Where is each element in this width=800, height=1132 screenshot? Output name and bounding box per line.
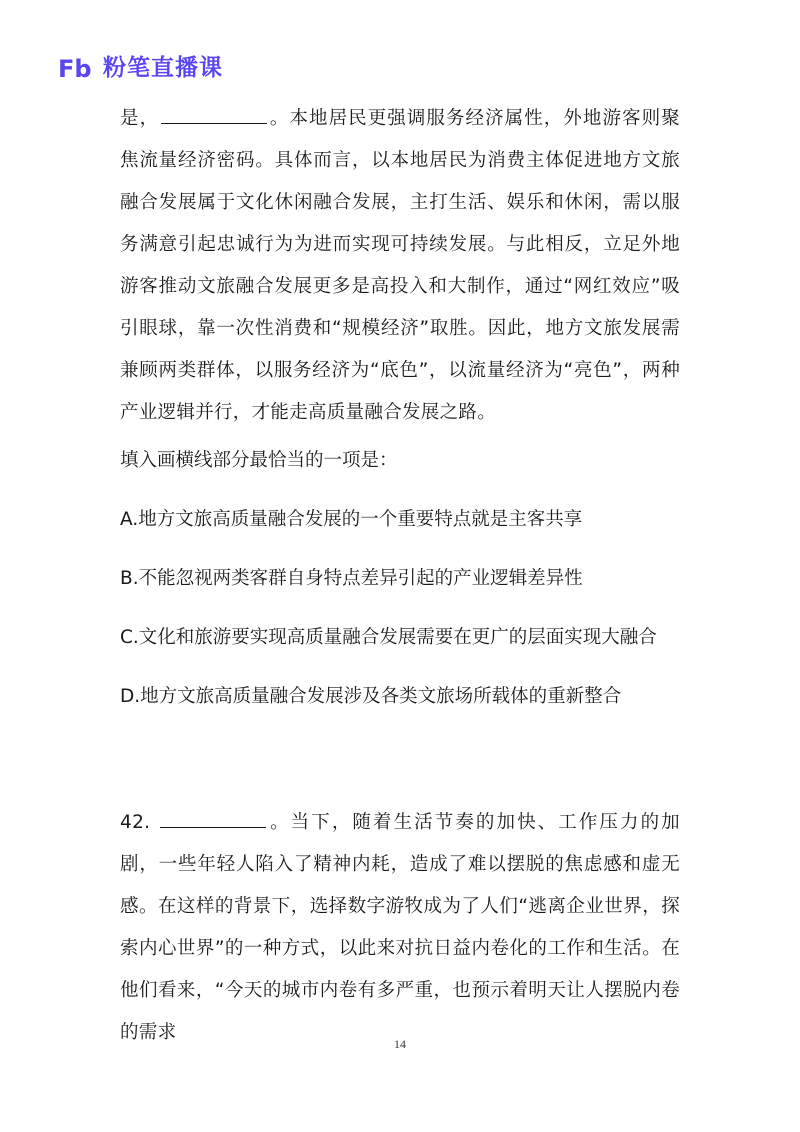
passage-41 (120, 98, 680, 434)
fill-blank-42 (160, 807, 266, 828)
header (57, 52, 223, 84)
option-d: D.地方文旅高质量融合发展涉及各类文旅场所载体的重新整合 (120, 686, 622, 707)
option-b: B.不能忽视两类客群自身特点差异引起的产业逻辑差异性 (120, 568, 583, 589)
fill-blank-41 (161, 103, 267, 124)
option-a: A.地方文旅高质量融合发展的一个重要特点就是主客共享 (120, 509, 583, 530)
fenbi-logo-icon (57, 53, 99, 83)
logo-text: Fb (58, 55, 92, 83)
brand-name: 粉笔直播课 (103, 55, 223, 81)
question-41-prompt: 填入画横线部分最恰当的一项是： (120, 450, 398, 471)
question-42-number: 42. (120, 812, 159, 833)
passage-41-start: 是， (120, 108, 160, 129)
passage-42 (120, 802, 680, 1054)
page-number: 14 (394, 1037, 406, 1051)
passage-42-text: 。当下，随着生活节奏的加快、工作压力的加剧，一些年轻人陷入了精神内耗，造成了难以摆脱的焦虑感和虚无感。在这样的背景下，选择数字游牧成为了人们“逃离企业世界，探索内心世界”的一种方式，以此来对抗日益内卷化的工作和生活。在他们看来，“今天的城市内卷有多严重，也预示着明天让人摆脱内卷的需求 (120, 812, 680, 1043)
passage-41-text: 。本地居民更强调服务经济属性，外地游客则聚焦流量经济密码。具体而言，以本地居民为消费主体促进地方文旅融合发展属于文化休闲融合发展，主打生活、娱乐和休闲，需以服务满意引起忠诚行为为进而实现可持续发展。与此相反，立足外地游客推动文旅融合发展更多是高投入和大制作，通过“网红效应”吸引眼球，靠一次性消费和“规模经济”取胜。因此，地方文旅发展需兼顾两类群体，以服务经济为“底色”，以流量经济为“亮色”，两种产业逻辑并行，才能走高质量融合发展之路。 (120, 108, 680, 423)
option-c: C.文化和旅游要实现高质量融合发展需要在更广的层面实现大融合 (120, 627, 657, 648)
document-body (120, 98, 680, 1054)
